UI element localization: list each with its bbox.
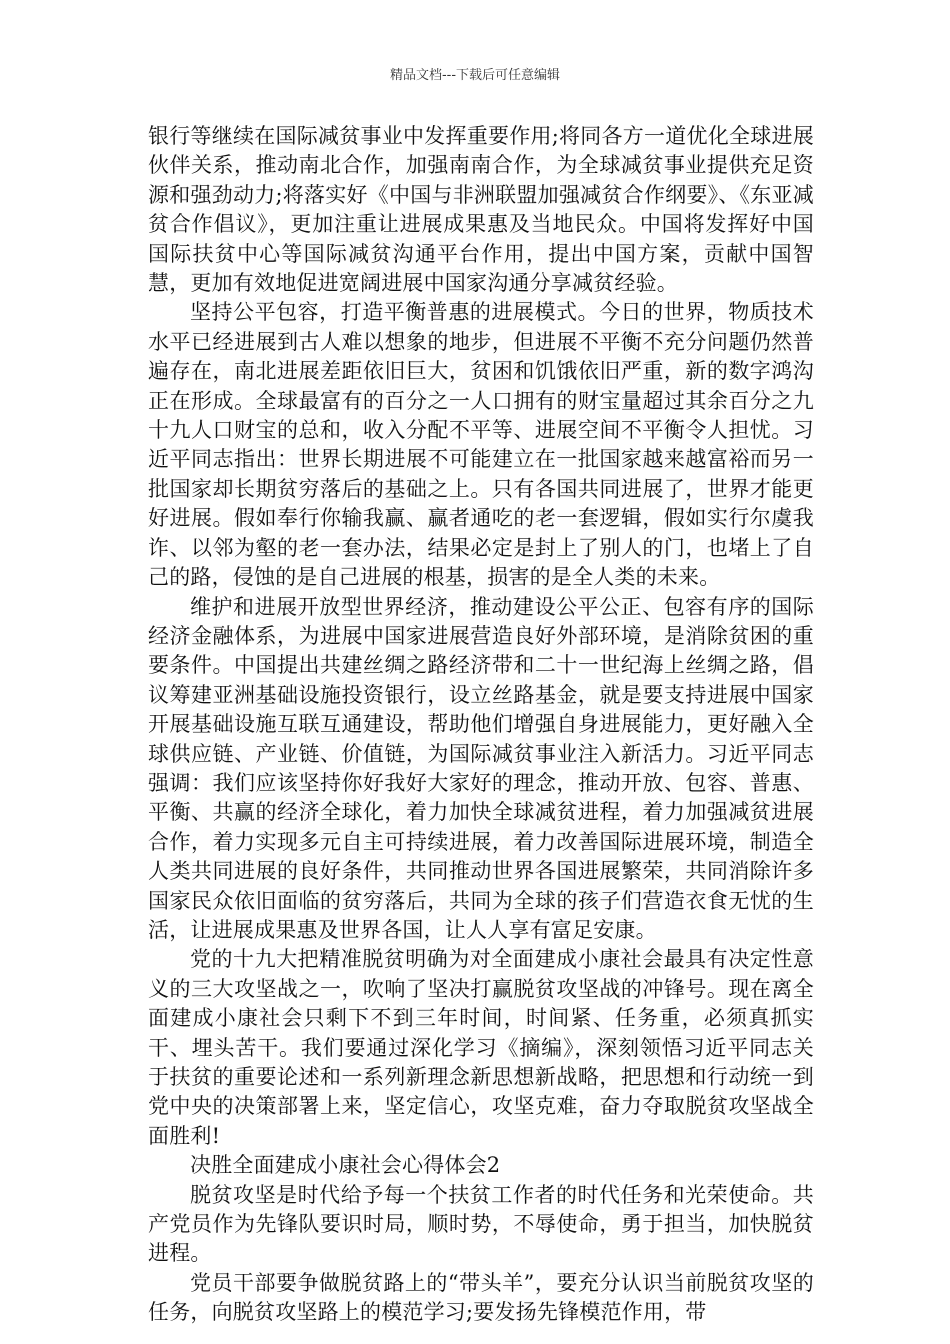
paragraph-1: 银行等继续在国际减贫事业中发挥重要作用;将同各方一道优化全球进展伙伴关系，推动南北合作，加强南南合作，为全球减贫事业提供充足资源和强劲动力;将落实好《中国与非洲联盟加强减贫合作纲要》、《东亚减贫合作倡议》，更加注重让进展成果惠及当地民众。中国将发挥好中国国际扶贫中心等国际减贫沟通平台作用，提出中国方案，贡献中国智慧，更加有效地促进宽阔进展中国家沟通分享减贫经验。	[148, 124, 814, 296]
document-body	[148, 122, 814, 1328]
paragraph-6: 党员干部要争做脱贫路上的“带头羊”，要充分认识当前脱贫攻坚的任务，向脱贫攻坚路上的模范学习;要发扬先锋模范作用，带	[148, 1270, 814, 1325]
page-header: 精品文档---下载后可任意编辑	[389, 68, 561, 83]
paragraph-3: 维护和进展开放型世界经济，推动建设公平公正、包容有序的国际经济金融体系，为进展中国家进展营造良好外部环境，是消除贫困的重要条件。中国提出共建丝绸之路经济带和二十一世纪海上丝绸之路，倡议筹建亚洲基础设施投资银行，设立丝路基金，就是要支持进展中国家开展基础设施互联互通建设，帮助他们增强自身进展能力，更好融入全球供应链、产业链、价值链，为国际减贫事业注入新活力。习近平同志强调：我们应该坚持你好我好大家好的理念，推动开放、包容、普惠、平衡、共赢的经济全球化，着力加快全球减贫进程，着力加强减贫进展合作，着力实现多元自主可持续进展，着力改善国际进展环境，制造全人类共同进展的良好条件，共同推动世界各国进展繁荣，共同消除许多国家民众依旧面临的贫穷落后，共同为全球的孩子们营造衣食无忧的生活，让进展成果惠及世界各国，让人人享有富足安康。	[148, 594, 814, 942]
paragraph-2: 坚持公平包容，打造平衡普惠的进展模式。今日的世界，物质技术水平已经进展到古人难以想象的地步，但进展不平衡不充分问题仍然普遍存在，南北进展差距依旧巨大，贫困和饥饿依旧严重，新的数字鸿沟正在形成。全球最富有的百分之一人口拥有的财宝量超过其余百分之九十九人口财宝的总和，收入分配不平等、进展空间不平衡令人担忧。习近平同志指出：世界长期进展不可能建立在一批国家越来越富裕而另一批国家却长期贫穷落后的基础之上。只有各国共同进展了，世界才能更好进展。假如奉行你输我赢、赢者通吃的老一套逻辑，假如实行尔虞我诈、以邻为壑的老一套办法，结果必定是封上了别人的门，也堵上了自己的路，侵蚀的是自己进展的根基，损害的是全人类的未来。	[148, 300, 814, 590]
paragraph-4: 党的十九大把精准脱贫明确为对全面建成小康社会最具有决定性意义的三大攻坚战之一，吹响了坚决打赢脱贫攻坚战的冲锋号。现在离全面建成小康社会只剩下不到三年时间，时间紧、任务重，必须真抓实干、埋头苦干。我们要通过深化学习《摘编》，深刻领悟习近平同志关于扶贫的重要论述和一系列新理念新思想新战略，把思想和行动统一到党中央的决策部署上来，坚定信心，攻坚克难，奋力夺取脱贫攻坚战全面胜利!	[148, 947, 814, 1148]
paragraph-5: 脱贫攻坚是时代给予每一个扶贫工作者的时代任务和光荣使命。共产党员作为先锋队要识时局，顺时势，不辱使命，勇于担当，加快脱贫进程。	[148, 1182, 814, 1266]
section-title: 决胜全面建成小康社会心得体会2	[190, 1153, 501, 1178]
